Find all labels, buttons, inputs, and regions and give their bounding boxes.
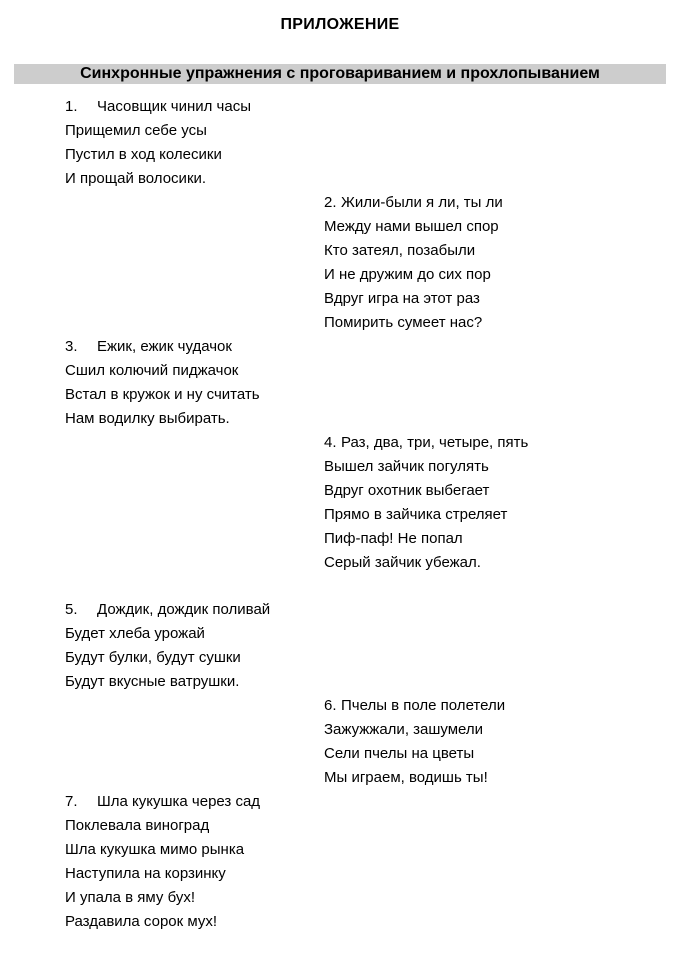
poem-line: Кто затеял, позабыли (324, 242, 476, 259)
page-title: ПРИЛОЖЕНИЕ (280, 16, 400, 33)
poem-line: Зажужжали, зашумели (324, 721, 484, 738)
poem-line: И не дружим до сих пор (324, 266, 491, 283)
poem-3 (65, 335, 260, 431)
poem-line: Нам водилку выбирать. (65, 410, 230, 427)
poem-number: 5. (65, 601, 78, 618)
poem-line: Будут вкусные ватрушки. (65, 673, 240, 690)
poem-line: 3. Ежик, ежик чудачок (65, 335, 260, 359)
poem-number: 2. (324, 194, 337, 211)
section-heading: Синхронные упражнения с проговариванием и прохлопыванием (14, 64, 666, 84)
poem-line: 4. Раз, два, три, четыре, пять (324, 431, 528, 455)
poem-line: 7. Шла кукушка через сад (65, 790, 260, 814)
poem-number: 1. (65, 98, 78, 115)
poem-number: 4. (324, 434, 337, 451)
poem-line: Мы играем, водишь ты! (324, 769, 488, 786)
poem-line: Пиф-паф! Не попал (324, 530, 463, 547)
poem-line: Вдруг охотник выбегает (324, 482, 490, 499)
poem-line: Помирить сумеет нас? (324, 314, 483, 331)
poem-6 (324, 694, 505, 790)
poem-1 (65, 95, 251, 191)
poem-line: 2. Жили-были я ли, ты ли (324, 191, 503, 215)
poem-line: Встал в кружок и ну считать (65, 386, 260, 403)
poem-5 (65, 598, 270, 694)
poem-line: Пустил в ход колесики (65, 146, 222, 163)
poem-line: Между нами вышел спор (324, 218, 499, 235)
poem-line: Будет хлеба урожай (65, 625, 205, 642)
poem-number: 3. (65, 338, 78, 355)
poem-line: Наступила на корзинку (65, 865, 226, 882)
poem-number: 6. (324, 697, 337, 714)
poem-line: Прищемил себе усы (65, 122, 207, 139)
poem-line: Сели пчелы на цветы (324, 745, 475, 762)
poem-line: 6. Пчелы в поле полетели (324, 694, 505, 718)
poem-line: Прямо в зайчика стреляет (324, 506, 508, 523)
poem-line: Раздавила сорок мух! (65, 913, 218, 930)
poem-line: И прощай волосики. (65, 170, 207, 187)
poem-line: Будут булки, будут сушки (65, 649, 241, 666)
poem-2 (324, 191, 503, 335)
poem-line: Вдруг игра на этот раз (324, 290, 480, 307)
poem-line: И упала в яму бух! (65, 889, 196, 906)
poem-line: 5. Дождик, дождик поливай (65, 598, 270, 622)
poem-4 (324, 431, 528, 575)
poem-line: Поклевала виноград (65, 817, 210, 834)
poem-7 (65, 790, 260, 934)
poem-line: Серый зайчик убежал. (324, 554, 481, 571)
poem-line: Сшил колючий пиджачок (65, 362, 239, 379)
poem-line: Шла кукушка мимо рынка (65, 841, 245, 858)
poem-line: 1. Часовщик чинил часы (65, 95, 251, 119)
poem-line: Вышел зайчик погулять (324, 458, 489, 475)
poem-number: 7. (65, 793, 78, 810)
